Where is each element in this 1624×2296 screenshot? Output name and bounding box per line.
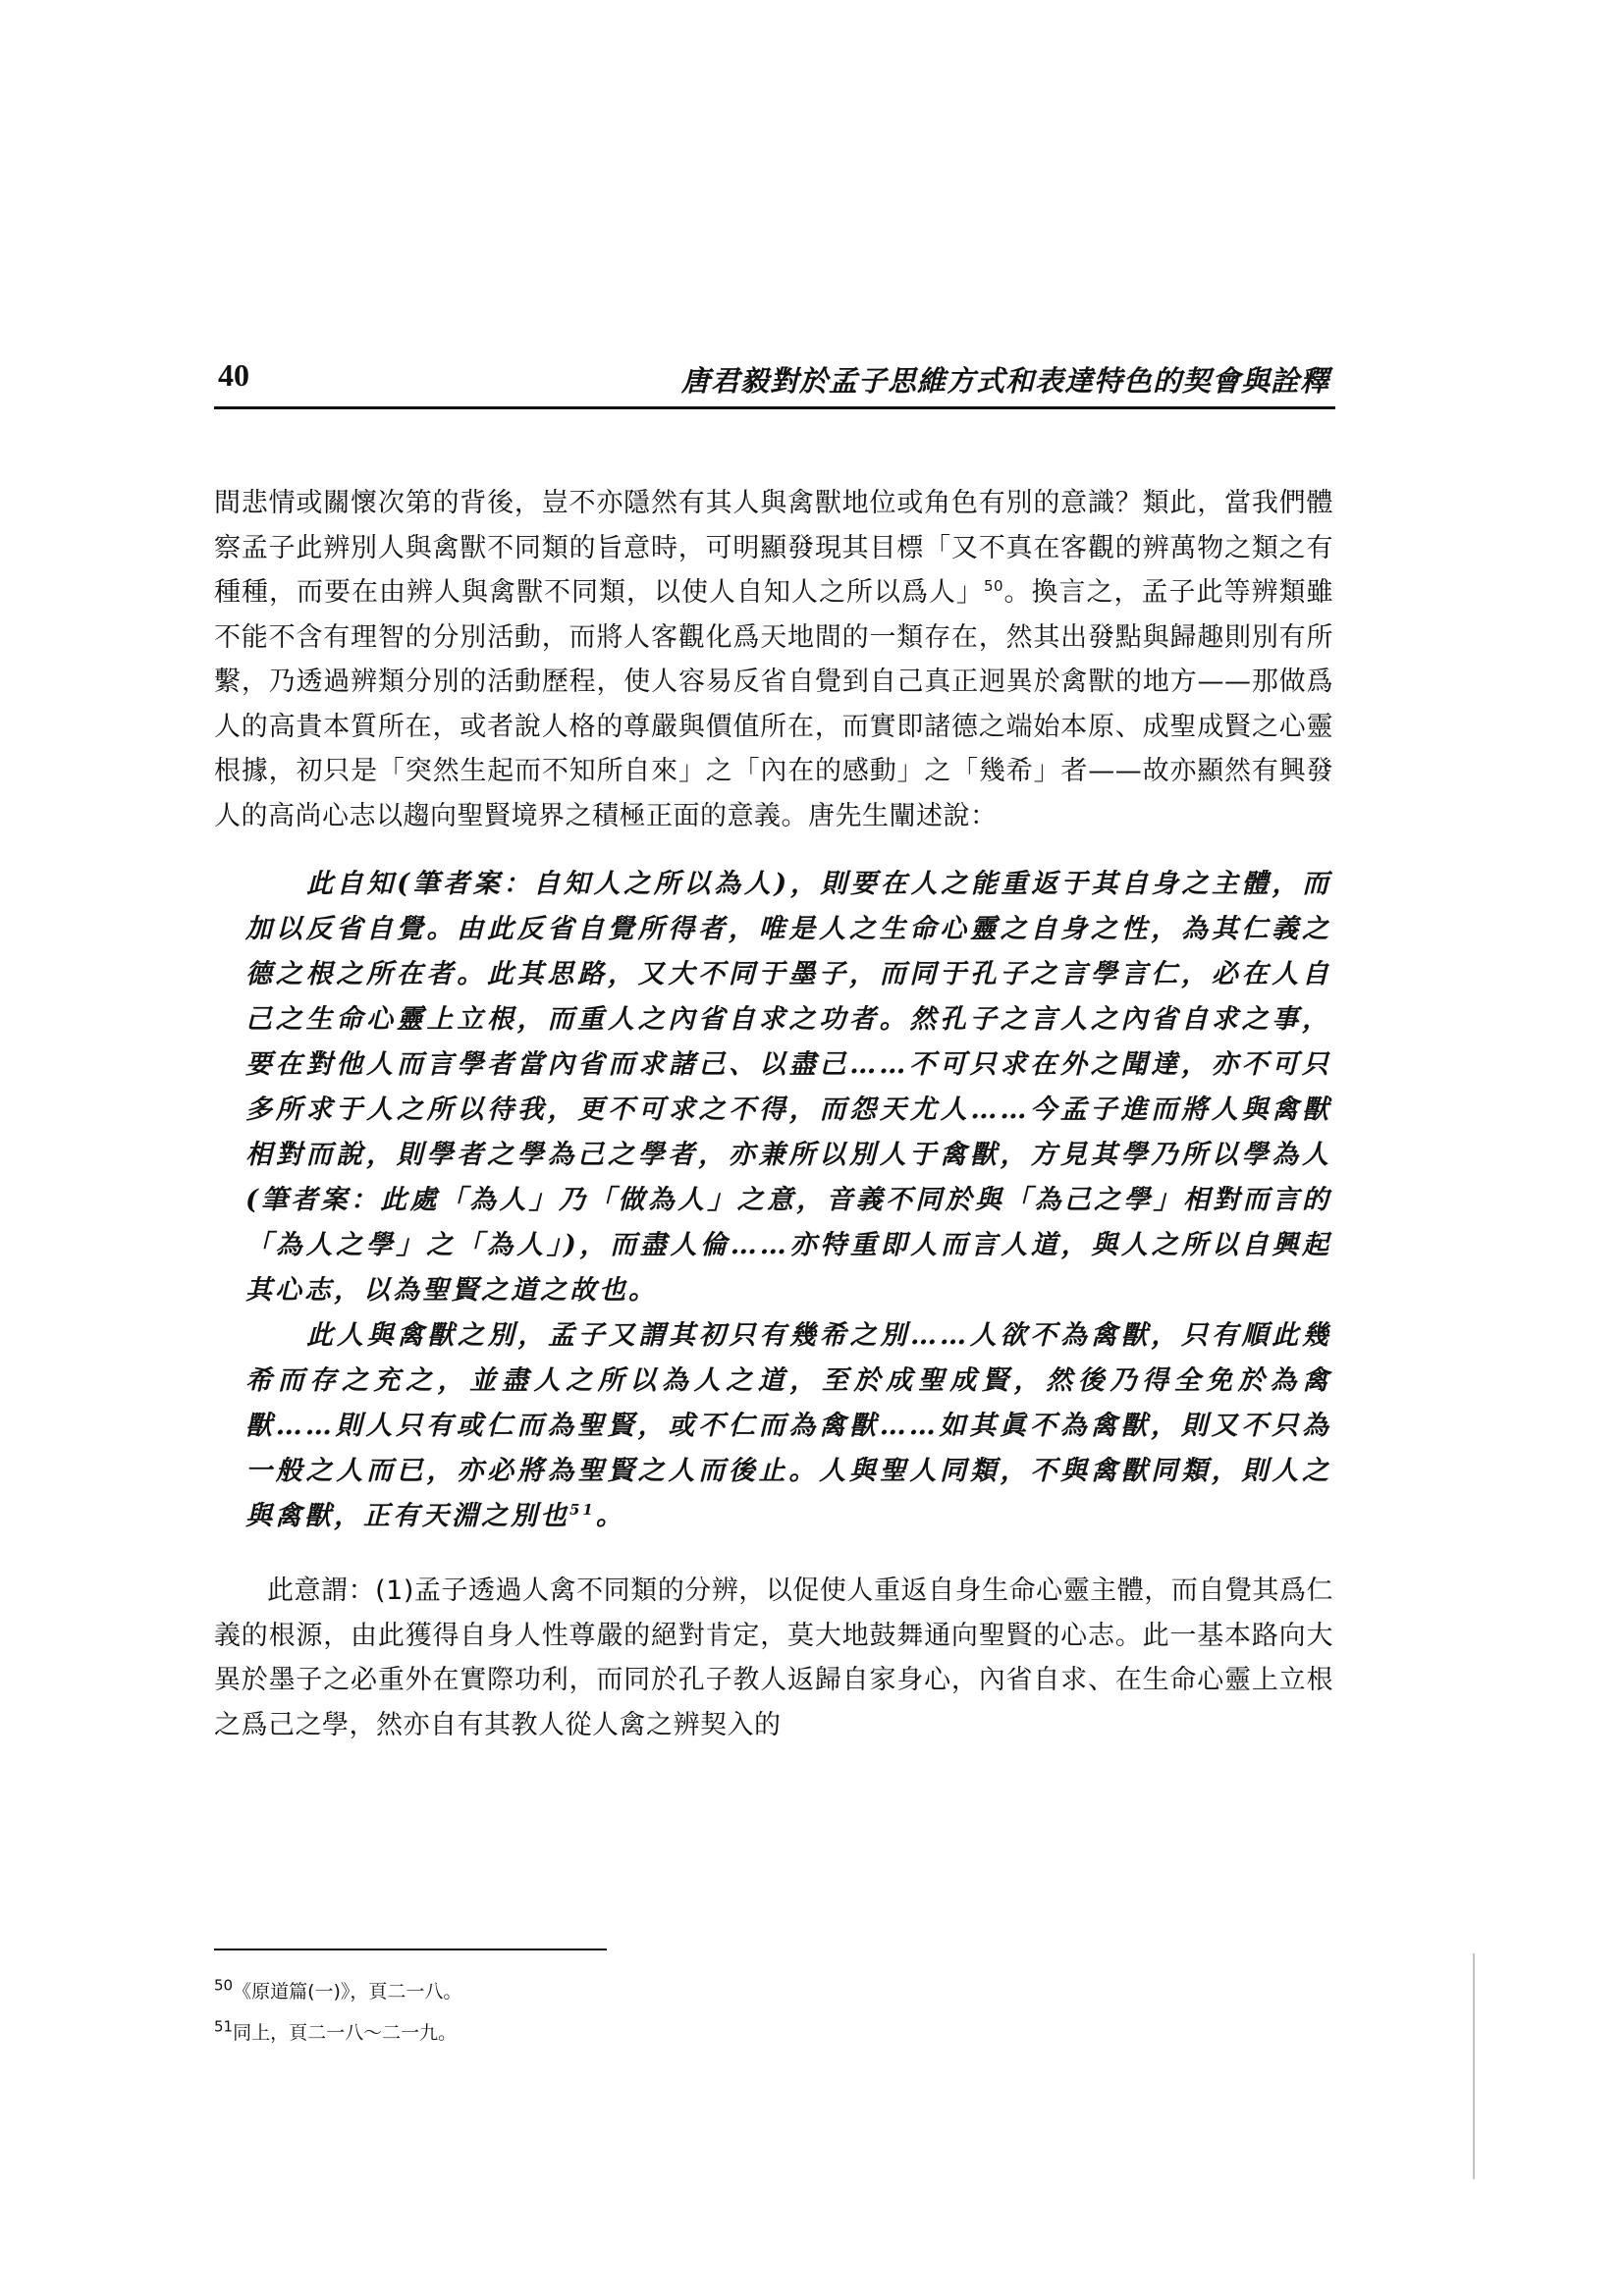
footnote-number: 51 <box>214 2017 234 2036</box>
paragraph-1-text-a: 間悲情或關懷次第的背後，豈不亦隱然有其人與禽獸地位或角色有別的意識？類此，當我們體察孟子此辨別人與禽獸不同類的旨意時，可明顯發現其目標「又不真在客觀的辨萬物之類之有種種，而要在由辨人與禽獸不同類，以使人自知人之所以爲人」 <box>214 488 1333 608</box>
body-text <box>214 481 1333 1747</box>
footnote-50 <box>214 1971 1098 2012</box>
footnote-ref-51[interactable]: 51 <box>569 1501 596 1519</box>
footnote-text: 《原道篇(一)》，頁二一八。 <box>233 1981 462 2002</box>
footnote-number: 50 <box>214 1976 234 1995</box>
footnote-rule <box>214 1949 607 1950</box>
footnotes <box>214 1971 1098 2054</box>
paragraph-1-text-b: 。換言之，孟子此等辨類雖不能不含有理智的分別活動，而將人客觀化爲天地間的一類存在，然其出發點與歸趣則別有所繫，乃透過辨類分別的活動歷程，使人容易反省自覺到自己真正迥異於禽獸的地方——那做爲人的高貴本質所在，或者說人格的尊嚴與價值所在，而實即諸德之端始本原、成聖成賢之心靈根據，初只是「突然生起而不知所自來」之「內在的感動」之「幾希」者——故亦顯然有興發人的高尚心志以趨向聖賢境界之積極正面的意義。唐先生闡述說： <box>214 577 1334 831</box>
quote-paragraph-2-end: 。 <box>595 1501 625 1531</box>
running-header <box>214 355 1333 406</box>
header-rule <box>214 406 1335 409</box>
quote-paragraph-2 <box>245 1313 1331 1539</box>
footnote-51 <box>214 2012 1098 2054</box>
paragraph-1 <box>214 481 1333 838</box>
footnote-text: 同上，頁二一八～二一九。 <box>233 2022 458 2044</box>
running-title: 唐君毅對於孟子思維方式和表達特色的契會與詮釋 <box>680 364 1329 398</box>
quote-paragraph-1: 此自知(筆者案：自知人之所以為人)，則要在人之能重返于其自身之主體，而加以反省自覺。由此反省自覺所得者，唯是人之生命心靈之自身之性，為其仁義之德之根之所在者。此其思路，又大不同于墨子，而同于孔子之言學言仁，必在人自己之生命心靈上立根，而重人之內省自求之功者。然孔子之言人之內省自求之事，要在對他人而言學者當內省而求諸己、以盡己……不可只求在外之聞達，亦不可只多所求于人之所以待我，更不可求之不得，而怨天尤人……今孟子進而將人與禽獸相對而說，則學者之學為己之學者，亦兼所以別人于禽獸，方見其學乃所以學為人(筆者案：此處「為人」乃「做為人」之意，音義不同於與「為己之學」相對而言的「為人之學」之「為人」)，而盡人倫……亦特重即人而言人道，與人之所以自興起其心志，以為聖賢之道之故也。 <box>245 869 1331 1306</box>
footnote-ref-50[interactable]: 50 <box>983 577 1004 595</box>
scan-artifact-line <box>1473 1953 1475 2179</box>
block-quote <box>245 862 1331 1539</box>
quote-paragraph-2-text: 此人與禽獸之別，孟子又謂其初只有幾希之別……人欲不為禽獸，只有順此幾希而存之充之，並盡人之所以為人之道，至於成聖成賢，然後乃得全免於為禽獸……則人只有或仁而為聖賢，或不仁而為禽獸……如其眞不為禽獸，則又不只為一般之人而已，亦必將為聖賢之人而後止。人與聖人同類，不與禽獸同類，則人之與禽獸，正有天淵之別也 <box>245 1320 1331 1531</box>
paragraph-2: 此意謂：(1)孟子透過人禽不同類的分辨，以促使人重返自身生命心靈主體，而自覺其爲仁義的根源，由此獲得自身人性尊嚴的絕對肯定，莫大地鼓舞通向聖賢的心志。此一基本路向大異於墨子之必重外在實際功利，而同於孔子教人返歸自家身心，內省自求、在生命心靈上立根之爲己之學，然亦自有其教人從人禽之辨契入的 <box>214 1575 1333 1740</box>
page-number: 40 <box>218 357 249 393</box>
